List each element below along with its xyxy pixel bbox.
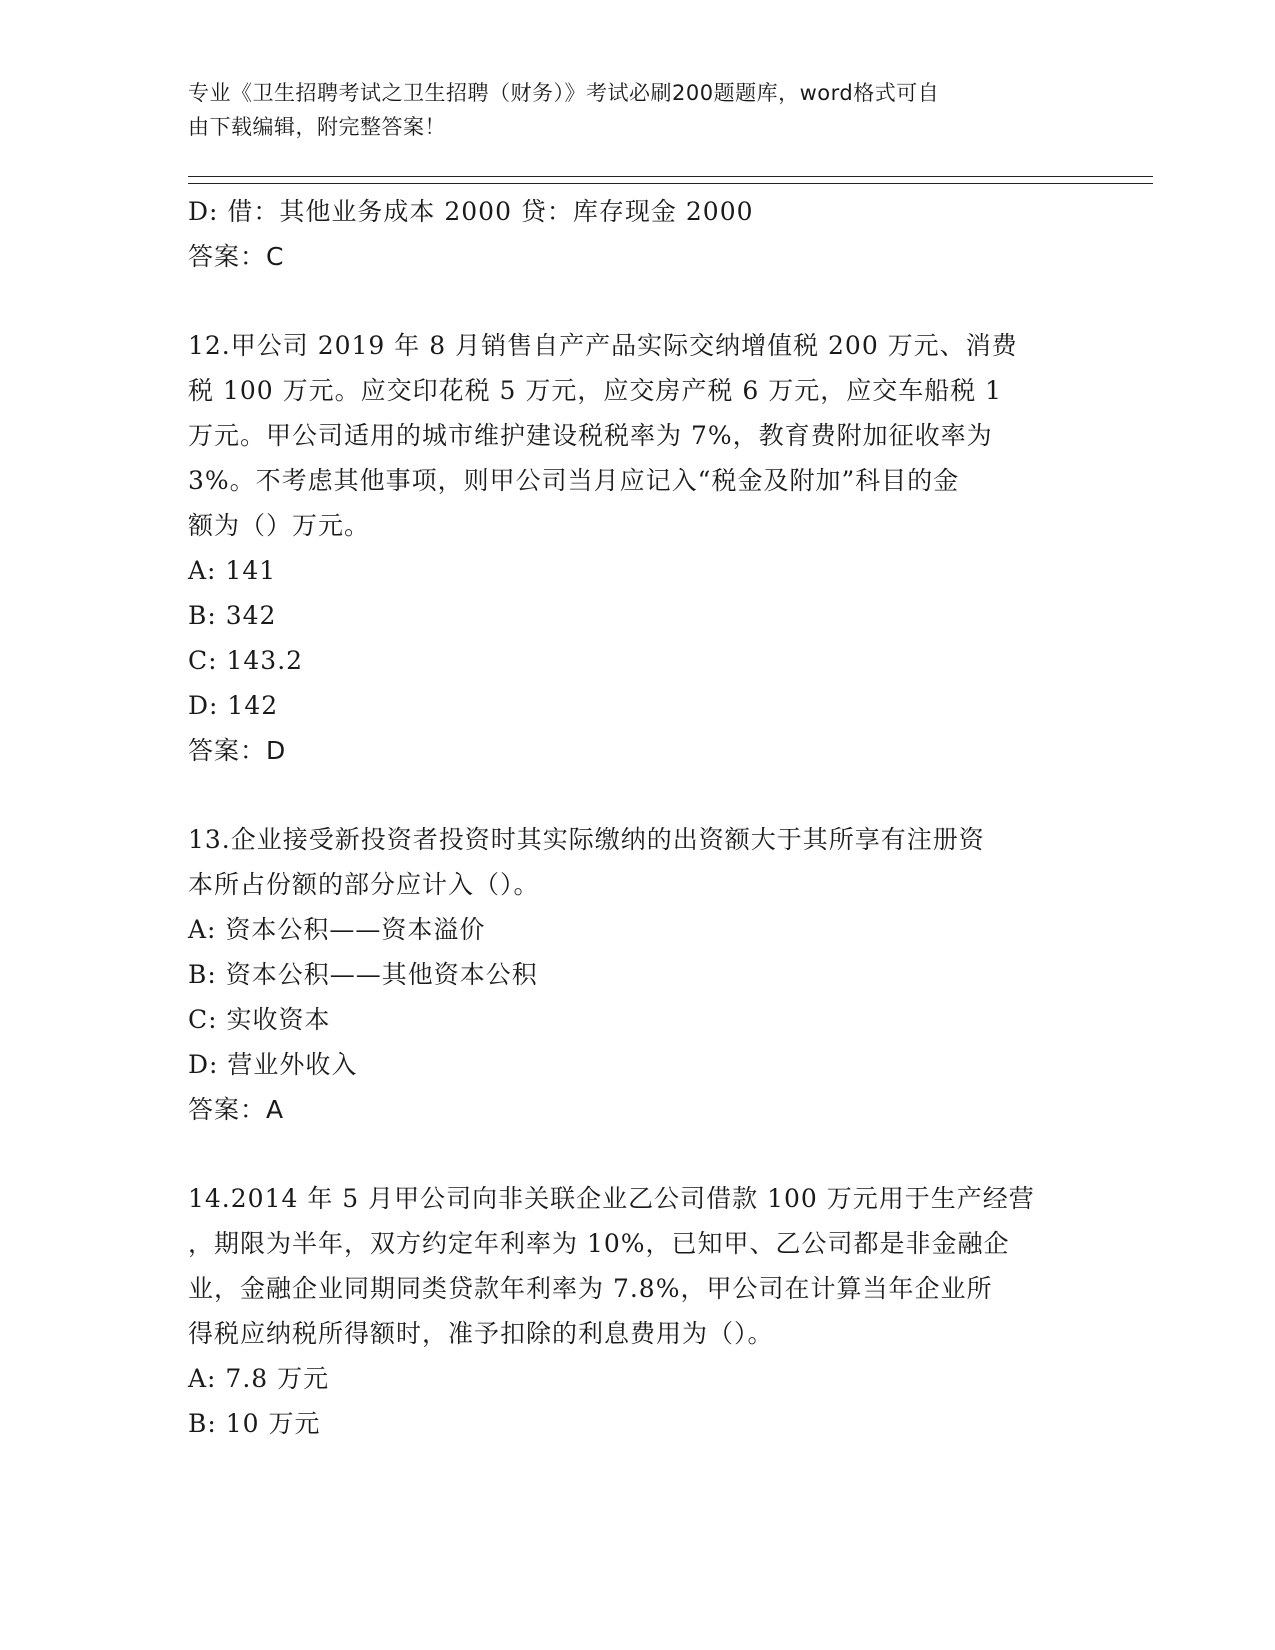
option-d: D: 营业外收入 — [188, 1050, 358, 1079]
question-text-line: 14.2014 年 5 月甲公司向非关联企业乙公司借款 100 万元用于生产经营 — [188, 1184, 1035, 1213]
answer-line: 答案：C — [188, 242, 285, 271]
document-header — [188, 76, 1068, 144]
option-b: B: 10 万元 — [188, 1409, 321, 1438]
question-text-line: 12.甲公司 2019 年 8 月销售自产产品实际交纳增值税 200 万元、消费 — [188, 331, 1018, 360]
question-text-line: 得税应纳税所得额时，准予扣除的利息费用为（）。 — [188, 1319, 774, 1348]
answer-line: 答案：A — [188, 1095, 285, 1124]
question-13 — [188, 817, 1088, 1132]
header-divider-top — [188, 176, 1153, 177]
question-text-line: 万元。甲公司适用的城市维护建设税税率为 7%，教育费附加征收率为 — [188, 421, 993, 450]
header-line-2: 由下载编辑，附完整答案！ — [188, 115, 446, 139]
question-text-line: 额为（）万元。 — [188, 511, 371, 540]
option-a: A: 资本公积——资本溢价 — [188, 915, 486, 944]
question-text-line: 税 100 万元。应交印花税 5 万元，应交房产税 6 万元，应交车船税 1 — [188, 376, 1003, 405]
option-a: A: 141 — [188, 556, 277, 585]
option-d: D: 借：其他业务成本 2000 贷：库存现金 2000 — [188, 197, 754, 226]
header-line-1: 专业《卫生招聘考试之卫生招聘（财务）》考试必刷200题题库，word格式可自 — [188, 81, 940, 105]
header-divider-bottom — [188, 183, 1153, 184]
option-a: A: 7.8 万元 — [188, 1364, 330, 1393]
question-12 — [188, 323, 1088, 773]
question-text-line: 3%。不考虑其他事项，则甲公司当月应记入“税金及附加”科目的金 — [188, 466, 960, 495]
question-text-line: ，期限为半年，双方约定年利率为 10%，已知甲、乙公司都是非金融企 — [188, 1229, 1010, 1258]
option-c: C: 143.2 — [188, 646, 304, 675]
question-text-line: 业，金融企业同期同类贷款年利率为 7.8%，甲公司在计算当年企业所 — [188, 1274, 993, 1303]
document-body — [188, 189, 1088, 1446]
option-b: B: 342 — [188, 601, 277, 630]
answer-line: 答案：D — [188, 736, 287, 765]
option-c: C: 实收资本 — [188, 1005, 331, 1034]
option-d: D: 142 — [188, 691, 279, 720]
question-14 — [188, 1176, 1088, 1446]
question-text-line: 13.企业接受新投资者投资时其实际缴纳的出资额大于其所享有注册资 — [188, 825, 985, 854]
question-text-line: 本所占份额的部分应计入（）。 — [188, 870, 540, 899]
option-b: B: 资本公积——其他资本公积 — [188, 960, 538, 989]
